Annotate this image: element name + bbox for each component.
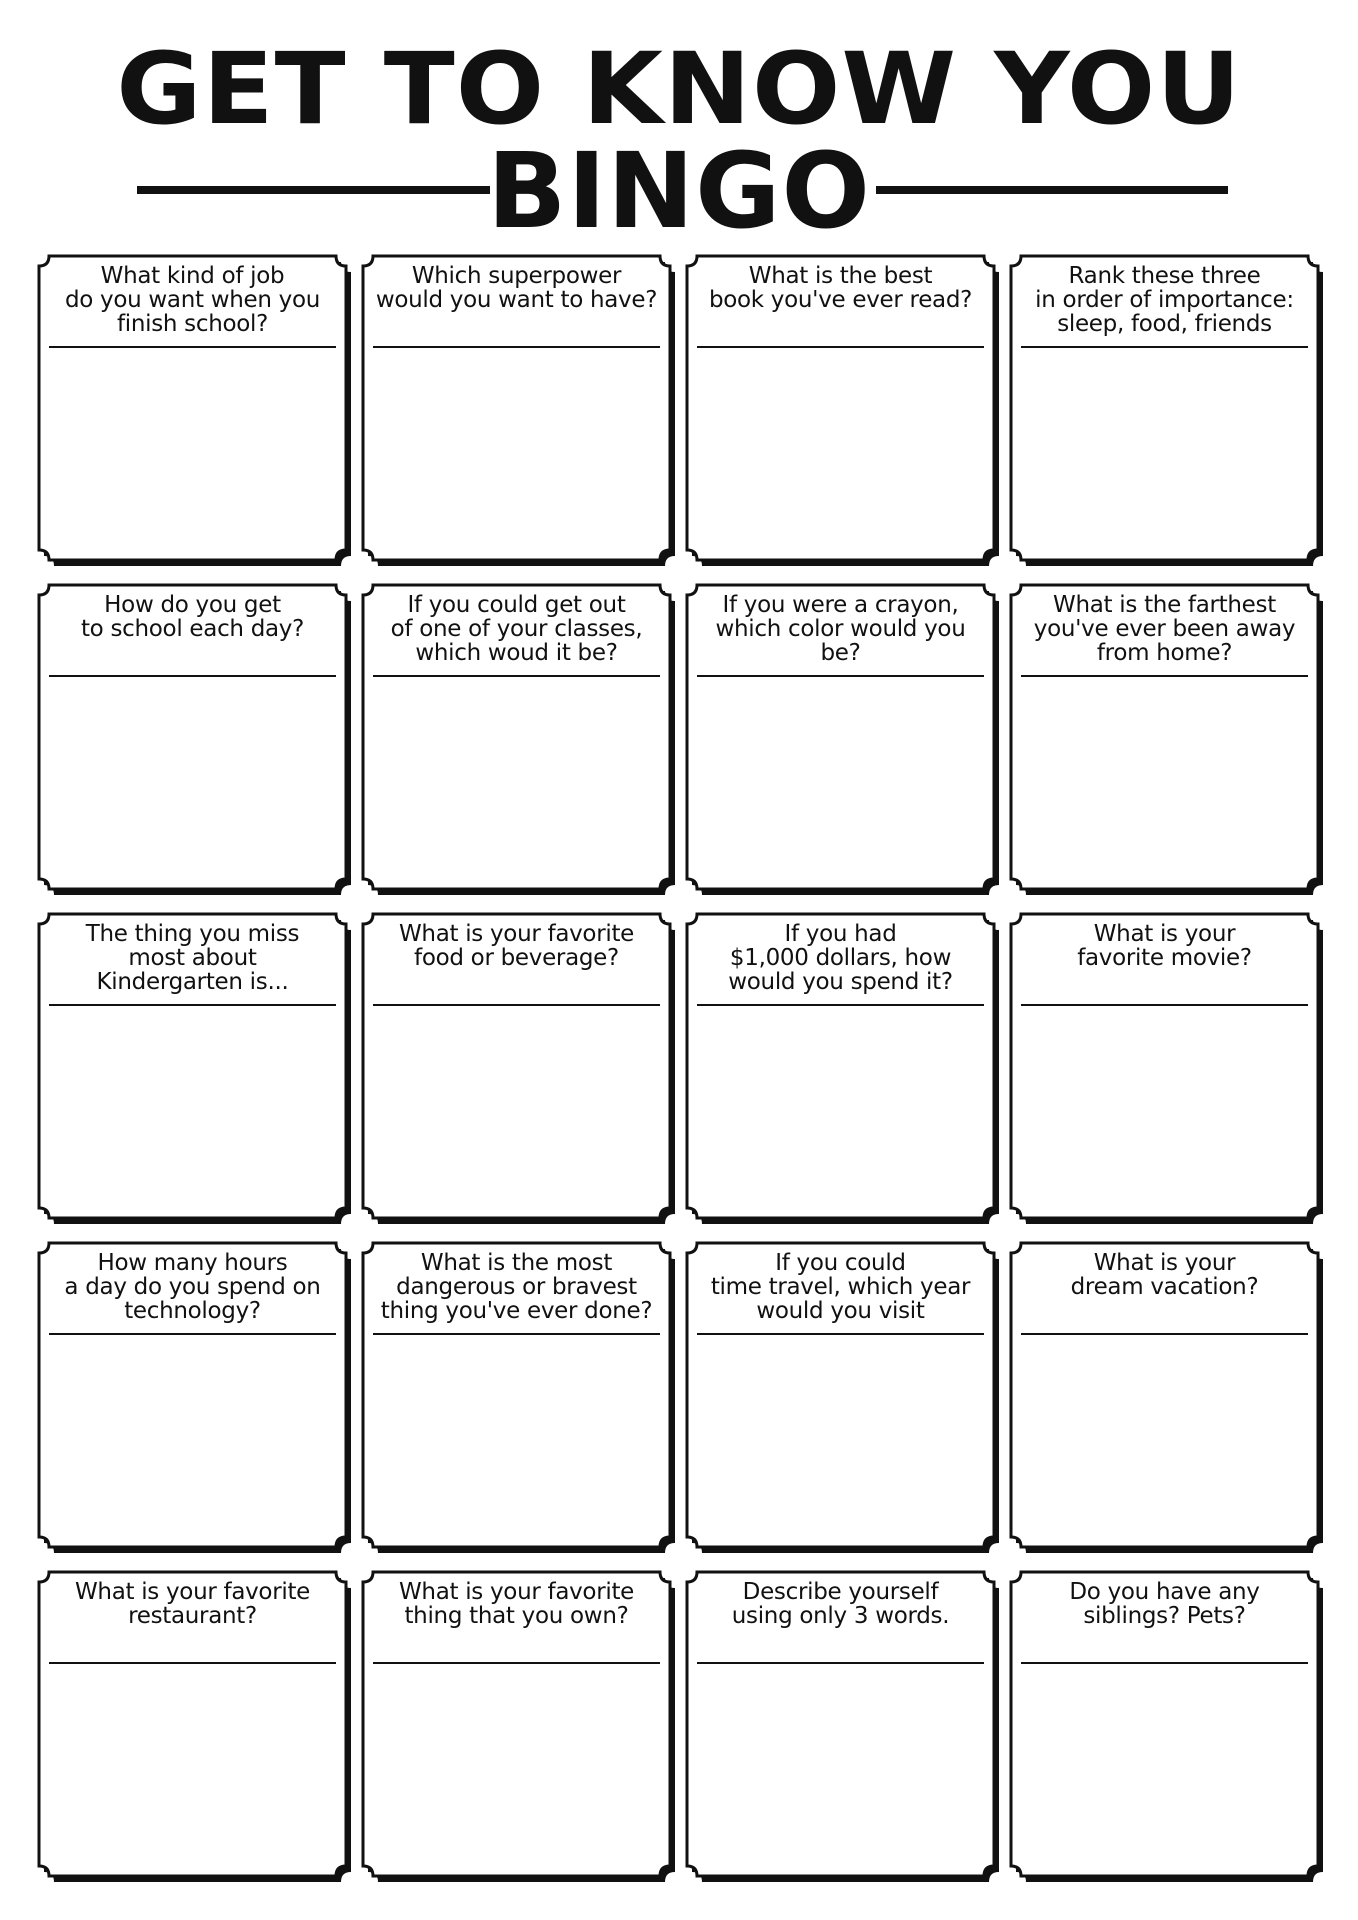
answer-area[interactable]: [697, 1668, 984, 1866]
title-line-1: GET TO KNOW YOU: [116, 31, 1242, 147]
card-question: If you had $1,000 dollars, how would you spend it?: [728, 921, 953, 995]
answer-area[interactable]: [1021, 352, 1308, 550]
answer-area[interactable]: [49, 352, 336, 550]
card-question: What is the most dangerous or bravest thing you've ever done?: [380, 1250, 653, 1324]
bingo-card: [39, 1243, 346, 1547]
card-question: What is your favorite restaurant?: [74, 1579, 311, 1629]
bingo-card: [39, 914, 346, 1218]
question-underline: [697, 1333, 984, 1335]
question-underline: [373, 675, 660, 677]
answer-area[interactable]: [1021, 1339, 1308, 1537]
question-underline: [49, 1662, 336, 1664]
card-question: Which superpower would you want to have?: [375, 263, 658, 313]
card-question: How do you get to school each day?: [80, 592, 305, 642]
question-underline: [49, 346, 336, 348]
card-question: If you could get out of one of your classes, which woud it be?: [390, 592, 643, 666]
card-question: Describe yourself using only 3 words.: [731, 1579, 950, 1629]
question-underline: [1021, 675, 1308, 677]
question-underline: [1021, 1333, 1308, 1335]
bingo-card: [363, 1572, 670, 1876]
answer-area[interactable]: [697, 352, 984, 550]
answer-area[interactable]: [1021, 1010, 1308, 1208]
bingo-card: [39, 1572, 346, 1876]
bingo-card: [1011, 585, 1318, 889]
question-underline: [697, 1004, 984, 1006]
bingo-card: [1011, 256, 1318, 560]
answer-area[interactable]: [49, 681, 336, 879]
card-question: What is your dream vacation?: [1070, 1250, 1259, 1300]
bingo-card: [363, 256, 670, 560]
answer-area[interactable]: [697, 1339, 984, 1537]
card-question: If you could time travel, which year would you visit: [710, 1250, 971, 1324]
question-underline: [1021, 1662, 1308, 1664]
question-underline: [49, 1004, 336, 1006]
bingo-grid: [39, 256, 1325, 1901]
card-question: How many hours a day do you spend on technology?: [64, 1250, 321, 1324]
bingo-card: [1011, 1243, 1318, 1547]
bingo-card: [687, 585, 994, 889]
question-underline: [373, 1004, 660, 1006]
answer-area[interactable]: [1021, 1668, 1308, 1866]
answer-area[interactable]: [373, 681, 660, 879]
answer-area[interactable]: [697, 681, 984, 879]
bingo-card: [363, 585, 670, 889]
bingo-card: [363, 1243, 670, 1547]
bingo-card: [363, 914, 670, 1218]
card-question: What is your favorite thing that you own?: [398, 1579, 635, 1629]
answer-area[interactable]: [373, 1339, 660, 1537]
answer-area[interactable]: [373, 1010, 660, 1208]
card-question: What is your favorite movie?: [1077, 921, 1252, 971]
card-question: What is the farthest you've ever been away from home?: [1033, 592, 1296, 666]
title-rule-right: [876, 186, 1228, 194]
answer-area[interactable]: [373, 352, 660, 550]
question-underline: [373, 346, 660, 348]
answer-area[interactable]: [49, 1010, 336, 1208]
bingo-card: [687, 256, 994, 560]
card-question: Do you have any siblings? Pets?: [1069, 1579, 1260, 1629]
question-underline: [373, 1333, 660, 1335]
bingo-card: [687, 1572, 994, 1876]
question-underline: [1021, 1004, 1308, 1006]
question-underline: [49, 1333, 336, 1335]
answer-area[interactable]: [49, 1339, 336, 1537]
question-underline: [1021, 346, 1308, 348]
bingo-card: [39, 256, 346, 560]
card-question: The thing you miss most about Kindergarten is...: [85, 921, 300, 995]
card-question: What is your favorite food or beverage?: [398, 921, 635, 971]
question-underline: [697, 346, 984, 348]
bingo-card: [687, 1243, 994, 1547]
answer-area[interactable]: [373, 1668, 660, 1866]
card-question: What kind of job do you want when you finish school?: [64, 263, 321, 337]
bingo-card: [1011, 914, 1318, 1218]
card-question: If you were a crayon, which color would you be?: [715, 592, 966, 666]
question-underline: [49, 675, 336, 677]
answer-area[interactable]: [49, 1668, 336, 1866]
title-line-2: BINGO: [487, 130, 871, 252]
bingo-card: [687, 914, 994, 1218]
answer-area[interactable]: [697, 1010, 984, 1208]
card-question: Rank these three in order of importance: sleep, food, friends: [1035, 263, 1294, 337]
bingo-card: [1011, 1572, 1318, 1876]
question-underline: [373, 1662, 660, 1664]
card-question: What is the best book you've ever read?: [708, 263, 973, 313]
bingo-card: [39, 585, 346, 889]
question-underline: [697, 1662, 984, 1664]
question-underline: [697, 675, 984, 677]
answer-area[interactable]: [1021, 681, 1308, 879]
